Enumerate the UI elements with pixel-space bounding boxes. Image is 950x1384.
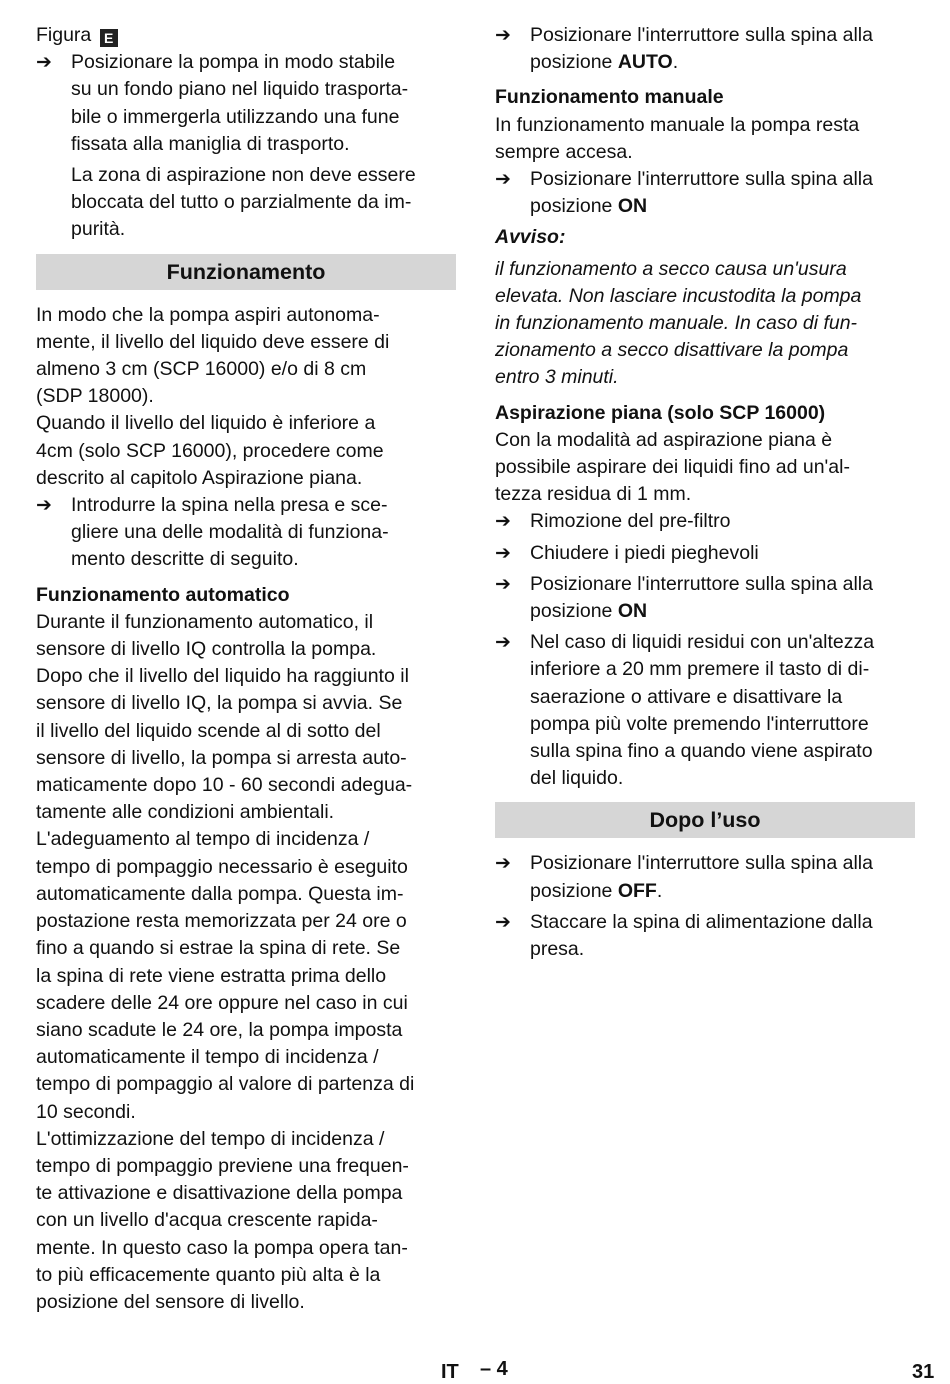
subheading-automatic-operation: Funzionamento automatico: [36, 583, 290, 606]
line: gliere una delle modalità di funziona-: [71, 521, 389, 544]
line: tezza residua di 1 mm.: [495, 483, 692, 506]
line: Nel caso di liquidi residui con un'altezza: [530, 631, 875, 654]
line: fino a quando si estrae la spina di rete. Se: [36, 937, 401, 960]
line: inferiore a 20 mm premere il tasto di di-: [530, 658, 870, 681]
instruction-switch-auto: [495, 22, 915, 76]
mode-on: ON: [617, 600, 648, 623]
line: descrito al capitolo Aspirazione piana.: [36, 466, 363, 489]
line: sulla spina fino a quando viene aspirato: [530, 740, 873, 763]
arrow-right-icon: ➔: [495, 910, 511, 933]
line: almeno 3 cm (SCP 16000) e/o di 8 cm: [36, 358, 367, 381]
line: elevata. Non lasciare incustodita la pompa: [495, 284, 862, 307]
line: postazione resta memorizzata per 24 ore o: [36, 910, 407, 933]
line: Posizionare l'interruttore sulla spina alla: [530, 572, 873, 595]
instruction-switch-off: [495, 850, 915, 904]
line: Chiudere i piedi pieghevoli: [530, 541, 759, 564]
warning-title: Avviso:: [495, 226, 566, 249]
line: La zona di aspirazione non deve essere: [71, 164, 416, 187]
left-column: [36, 22, 456, 1316]
footer-section-page: – 4: [480, 1358, 508, 1380]
page-number: 31: [912, 1361, 935, 1383]
line: su un fondo piano nel liquido trasporta-: [71, 78, 409, 101]
line: Durante il funzionamento automatico, il: [36, 610, 374, 633]
line: Con la modalità ad aspirazione piana è: [495, 428, 833, 451]
line: fissata alla maniglia di trasporto.: [71, 132, 350, 155]
instruction-switch-on: [495, 166, 915, 220]
line: presa.: [530, 938, 585, 961]
line: mente, il livello del liquido deve essere di: [36, 330, 390, 353]
text: posizione: [530, 879, 618, 902]
arrow-right-icon: ➔: [36, 494, 52, 517]
text: .: [672, 51, 679, 74]
subheading-manual-operation: Funzionamento manuale: [495, 86, 724, 109]
line: zionamento a secco disattivare la pompa: [495, 339, 849, 362]
line: Posizionare l'interruttore sulla spina alla: [530, 24, 873, 46]
line: Dopo che il livello del liquido ha raggiunto il: [36, 665, 409, 688]
arrow-right-icon: ➔: [36, 51, 52, 74]
footer-language: IT: [441, 1361, 459, 1383]
text: posizione: [530, 51, 618, 74]
line: In funzionamento manuale la pompa resta: [495, 113, 860, 136]
arrow-right-icon: ➔: [495, 510, 511, 533]
arrow-right-icon: ➔: [495, 572, 511, 595]
figure-reference: [36, 22, 456, 49]
line: bloccata del tutto o parzialmente da im-: [71, 191, 412, 214]
section-heading-funzionamento: Funzionamento: [36, 254, 456, 290]
intake-note: [36, 162, 456, 244]
line: [530, 193, 915, 220]
line: te attivazione e disattivazione della pompa: [36, 1182, 403, 1205]
instruction-plug-in: [36, 492, 456, 574]
right-column: [495, 22, 915, 963]
figure-label: Figura: [36, 24, 92, 46]
line: scadere delle 24 ore oppure nel caso in cui: [36, 991, 408, 1014]
section-heading-dopo-uso: Dopo l’uso: [495, 802, 915, 838]
line: Introdurre la spina nella presa e sce-: [71, 494, 388, 517]
line: 4cm (solo SCP 16000), procedere come: [36, 439, 384, 462]
figure-letter-box: E: [100, 29, 118, 47]
line: (SDP 18000).: [36, 385, 154, 408]
line: la spina di rete viene estratta prima dello: [36, 964, 387, 987]
line: il funzionamento a secco causa un'usura: [495, 257, 847, 280]
line: tempo di pompaggio previene una frequen-: [36, 1154, 409, 1177]
line: tamente alle condizioni ambientali.: [36, 801, 335, 824]
line: sensore di livello IQ controlla la pompa.: [36, 638, 377, 661]
line: il livello del liquido scende al di sotto del: [36, 719, 381, 742]
instruction-switch-on-flat: [495, 571, 915, 625]
subheading-flat-suction: Aspirazione piana (solo SCP 16000): [495, 401, 826, 424]
line: Staccare la spina di alimentazione dalla: [530, 910, 873, 933]
line: purità.: [71, 218, 126, 241]
mode-off: OFF: [617, 879, 657, 902]
line: Quando il livello del liquido è inferiore a: [36, 412, 376, 435]
line: maticamente dopo 10 - 60 secondi adegua-: [36, 774, 413, 797]
line: del liquido.: [530, 767, 624, 790]
line: automaticamente il tempo di incidenza /: [36, 1046, 379, 1069]
line: mento descritte di seguito.: [71, 548, 299, 571]
line: tempo di pompaggio al valore di partenza di: [36, 1073, 415, 1096]
line: sensore di livello, la pompa si arresta auto-: [36, 746, 407, 769]
line: sensore di livello IQ, la pompa si avvia. Se: [36, 692, 403, 715]
line: Posizionare l'interruttore sulla spina alla: [530, 168, 873, 191]
line: L'ottimizzazione del tempo di incidenza /: [36, 1127, 385, 1150]
line: entro 3 minuti.: [495, 366, 619, 389]
line: mente. In questo caso la pompa opera tan-: [36, 1236, 408, 1259]
warning-text: [495, 256, 915, 392]
text: posizione: [530, 195, 618, 218]
line: automaticamente dalla pompa. Questa im-: [36, 882, 404, 905]
line: Posizionare la pompa in modo stabile: [71, 51, 396, 74]
line: sempre accesa.: [495, 140, 633, 163]
line: tempo di pompaggio necessario è eseguito: [36, 855, 408, 878]
text: posizione: [530, 600, 618, 623]
instruction-close-feet: [495, 540, 915, 567]
line: siano scadute le 24 ore, la pompa imposta: [36, 1018, 403, 1041]
operation-paragraph: [36, 302, 456, 492]
manual-operation-paragraph: [495, 112, 915, 166]
instruction-unplug: [495, 909, 915, 963]
instruction-remove-prefilter: [495, 508, 915, 535]
line: 10 secondi.: [36, 1100, 136, 1123]
line: saerazione o attivare e disattivare la: [530, 685, 843, 708]
line: con un livello d'acqua crescente rapida-: [36, 1209, 378, 1232]
line: L'adeguamento al tempo di incidenza /: [36, 828, 370, 851]
arrow-right-icon: ➔: [495, 541, 511, 564]
line: possibile aspirare dei liquidi fino ad un'al-: [495, 456, 850, 479]
line: [530, 598, 915, 625]
instruction-residual-liquid: [495, 629, 915, 792]
line: to più efficacemente quanto più alta è la: [36, 1263, 381, 1286]
line: [530, 49, 915, 76]
text: .: [656, 879, 663, 902]
line: in funzionamento manuale. In caso di fun-: [495, 312, 858, 335]
line: pompa più volte premendo l'interruttore: [530, 712, 869, 735]
arrow-right-icon: ➔: [495, 168, 511, 191]
arrow-right-icon: ➔: [495, 631, 511, 654]
line: [530, 878, 915, 905]
line: Posizionare l'interruttore sulla spina alla: [530, 852, 873, 875]
line: Rimozione del pre-filtro: [530, 510, 731, 533]
arrow-right-icon: ➔: [495, 24, 511, 46]
instruction-position-pump: [36, 49, 456, 158]
line: bile o immergerla utilizzando una fune: [71, 105, 400, 128]
arrow-right-icon: ➔: [495, 852, 511, 875]
flat-suction-paragraph: [495, 427, 915, 509]
mode-auto: AUTO: [617, 51, 673, 74]
line: posizione del sensore di livello.: [36, 1290, 305, 1313]
mode-on: ON: [617, 195, 648, 218]
line: In modo che la pompa aspiri autonoma-: [36, 303, 380, 326]
automatic-operation-paragraph: [36, 609, 456, 1316]
